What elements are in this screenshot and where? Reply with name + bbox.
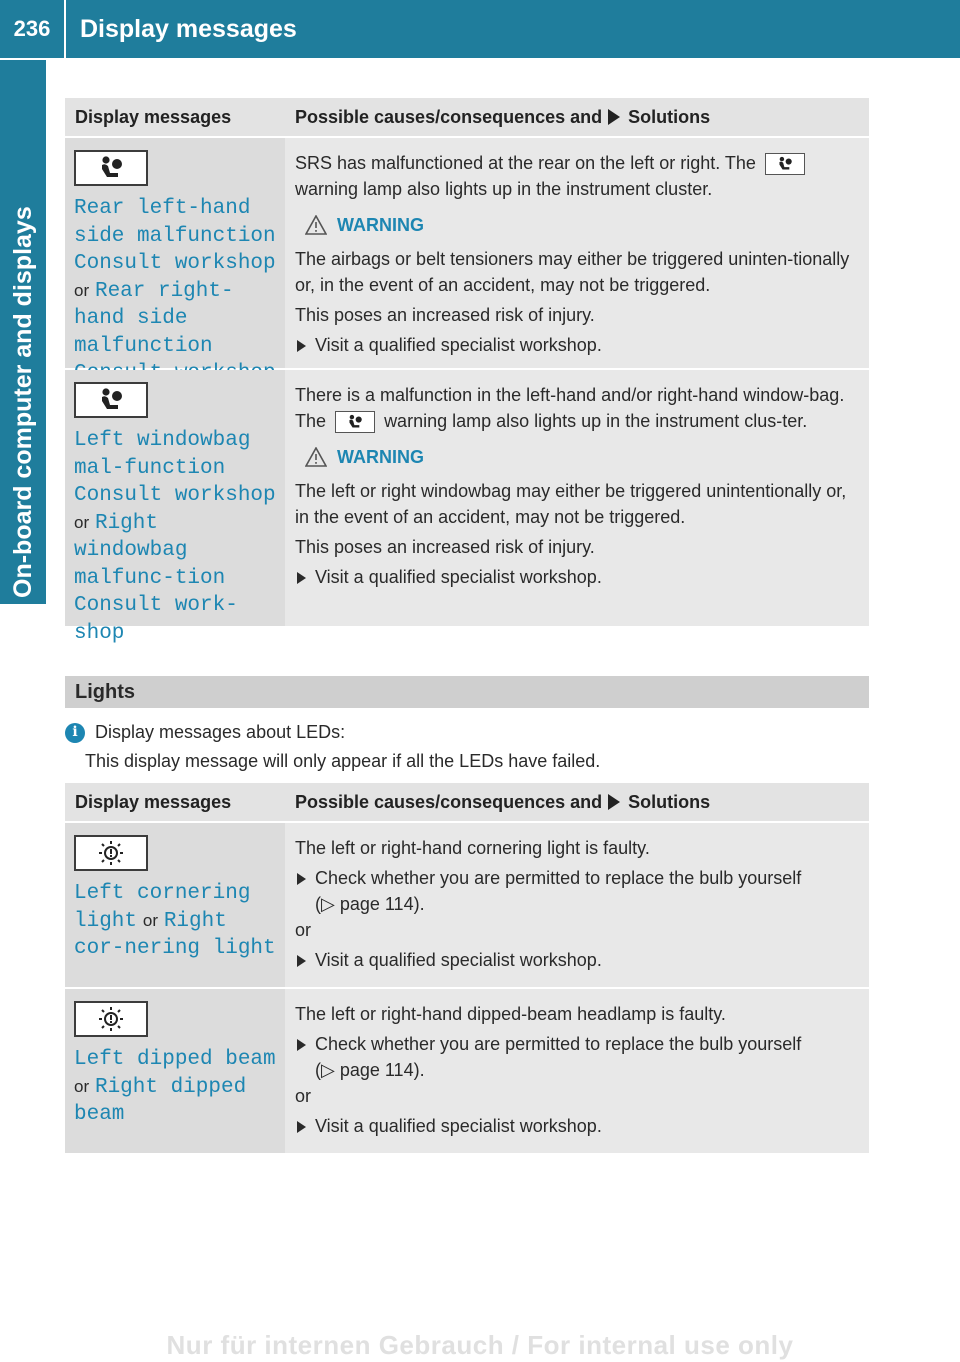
airbag-seat-icon (74, 382, 148, 418)
info-icon: i (65, 723, 85, 743)
column-header-messages: Display messages (75, 791, 232, 812)
header-divider (64, 0, 66, 58)
message-cell (65, 138, 285, 368)
table-row (65, 989, 869, 1155)
section-heading-lights: Lights (65, 676, 869, 708)
or-label: or (142, 910, 158, 930)
or-label: or (74, 1076, 90, 1096)
warning-triangle-icon (305, 447, 327, 467)
solutions-arrow-icon (608, 794, 620, 810)
or-label: or (74, 280, 90, 300)
or-line: or (295, 920, 312, 940)
warning-triangle-icon (305, 215, 327, 235)
header-bar (0, 0, 960, 58)
cause-cell (285, 370, 869, 626)
table-row (65, 823, 869, 989)
airbag-inline-icon (335, 411, 375, 433)
table-header (65, 98, 869, 138)
message-text-a: Left cornering light (74, 882, 251, 933)
message-cell (65, 370, 285, 645)
solution-step: Visit a qualified specialist workshop. (295, 332, 861, 358)
side-tab-label: On-board computer and displays (8, 206, 37, 598)
column-header-messages: Display messages (75, 106, 232, 127)
footer-watermark: Nur für internen Gebrauch / For internal use only (166, 1330, 794, 1360)
info-line-1: Display messages about LEDs: (95, 722, 346, 742)
cause-text: SRS has malfunctioned at the rear on the left or right. The warning lamp also lights up in the instrument cluster. (295, 150, 861, 202)
page-number: 236 (13, 16, 51, 41)
lights-table (65, 783, 869, 1155)
side-tab (0, 60, 46, 604)
warning-heading: WARNING (305, 444, 861, 470)
cause-cell (285, 138, 869, 368)
airbag-seat-icon (74, 150, 148, 186)
warning-text: The left or right windowbag may either be triggered unintentionally or, in the event of an accident, may not be triggered. (295, 481, 847, 527)
info-line-2: This display message will only appear if all the LEDs have failed. (85, 751, 601, 771)
risk-text: This poses an increased risk of injury. (295, 537, 595, 557)
message-text-a: Rear left-hand side malfunction Consult workshop (74, 197, 276, 275)
solutions-arrow-icon (608, 109, 620, 125)
bulb-warning-icon (74, 835, 148, 871)
solution-step: Visit a qualified specialist workshop. (295, 1113, 861, 1139)
warning-text: The airbags or belt tensioners may either be triggered uninten-tionally or, in the event of an accident, may not be triggered. (295, 249, 850, 295)
solution-step: Check whether you are permitted to replace the bulb yourself (▷ page 114). (295, 1031, 861, 1083)
risk-text: This poses an increased risk of injury. (295, 305, 595, 325)
column-header-causes: Possible causes/consequences and Solutions (295, 791, 711, 812)
cause-text: There is a malfunction in the left-hand and/or right-hand window-bag. The warning lamp also lights up in the instrument clus-ter. (295, 382, 861, 434)
airbag-inline-icon (765, 153, 805, 175)
cause-text: The left or right-hand dipped-beam headlamp is faulty. (295, 1004, 726, 1024)
table-row (65, 138, 869, 370)
info-note (65, 718, 869, 776)
bulb-warning-icon (74, 1001, 148, 1037)
page-reference[interactable]: (▷ page 114). (315, 1060, 425, 1080)
cause-cell (285, 823, 869, 987)
message-text-b: Rear right-hand side malfunction (74, 279, 234, 358)
page-reference[interactable]: (▷ page 114). (315, 894, 425, 914)
cause-text: The left or right-hand cornering light is faulty. (295, 838, 650, 858)
message-text-b: Right cor-nering light (74, 909, 276, 960)
message-cell (65, 989, 285, 1153)
cause-cell (285, 989, 869, 1153)
message-text-a: Left dipped beam (74, 1048, 276, 1071)
column-header-causes: Possible causes/consequences and Solutions (295, 106, 711, 127)
table-header (65, 783, 869, 823)
solution-step: Visit a qualified specialist workshop. (295, 564, 861, 590)
or-label: or (74, 512, 90, 532)
message-cell (65, 823, 285, 987)
message-text-b: Right windowbag malfunc-tion Consult work-shop (74, 511, 238, 645)
message-text-b: Right dipped beam (74, 1075, 247, 1126)
solution-step: Visit a qualified specialist workshop. (295, 947, 861, 973)
or-line: or (295, 1086, 312, 1106)
page-title: Display messages (80, 14, 297, 43)
solution-step: Check whether you are permitted to replace the bulb yourself (▷ page 114). (295, 865, 861, 917)
warning-heading: WARNING (305, 212, 861, 238)
srs-table (65, 98, 869, 645)
message-text-a: Left windowbag mal-function Consult workshop (74, 429, 276, 507)
table-row (65, 370, 869, 645)
